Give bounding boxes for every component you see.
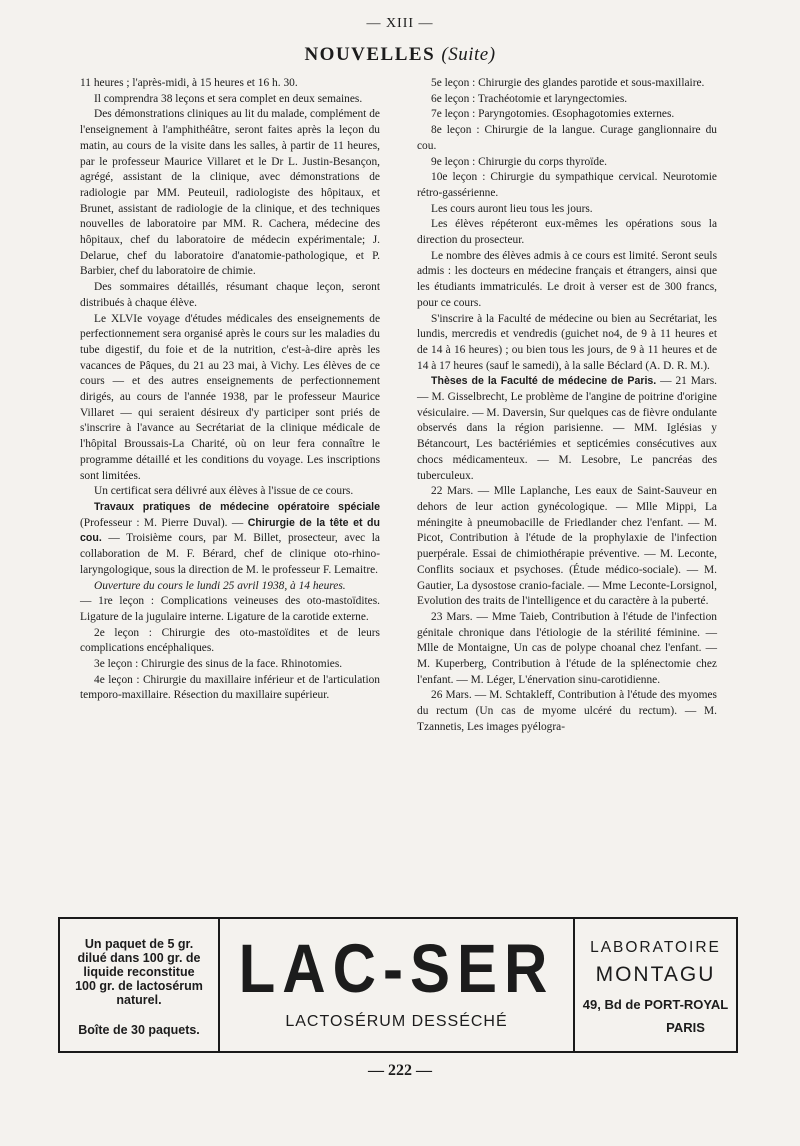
tp-course: Chirurgie de la tête et du cou. [80, 516, 380, 545]
ad-left-line: 100 gr. de lactosérum [75, 979, 203, 993]
theses-21: — 21 Mars. — M. Gisselbrecht, Le problème de l'angine de poitrine d'origine vésiculaire. — M. Daversin, Sur quelques cas de fièvre ondulante observés dans la région parisienne. — MM. Iglésias y Bétancourt, Les bactériémies et septicémies consécutives aux chocs médicamenteux. — M. Lesobre, Le pancréas des tuberculeux. [417, 375, 717, 482]
paragraph: S'inscrire à la Faculté de médecine ou bien au Secrétariat, les lundis, mercredis et vendredis (guichet no4, de 9 à 11 heures et de 14 à 16 heures) ; ou bien tous les jours, de 9 à 11 heures et de 14 à 17 heures (sauf le samedi), à la salle Béclard (A. D. R. M.). [417, 312, 717, 372]
theses-heading: Thèses de la Faculté de médecine de Paris. [431, 375, 657, 388]
lab-address: 49, Bd de PORT-ROYAL [582, 997, 729, 1012]
right-column [417, 76, 717, 736]
ad-center-panel [220, 919, 573, 1051]
ad-left-line: naturel. [116, 993, 162, 1007]
section-header [0, 44, 800, 66]
tp-text: — Troisième cours, par M. Billet, prosecteur, avec la collaboration de M. F. Bérard, chef de clinique oto-rhino-laryngologique, sous la direction de M. le professeur F. Lemaitre. [80, 532, 380, 576]
left-column [80, 76, 380, 704]
bottom-page-number: — 222 — [368, 1062, 432, 1079]
lesson-item: 3e leçon : Chirurgie des sinus de la face. Rhinotomies. [94, 658, 343, 671]
lesson-item: — 1re leçon : Complications veineuses des oto-mastoïdites. Ligature de la jugulaire interne. Ligature de la carotide externe. [80, 595, 380, 623]
ad-left-line: liquide reconstitue [83, 965, 195, 979]
paragraph: Les cours auront lieu tous les jours. [431, 202, 593, 215]
lesson-item: 9e leçon : Chirurgie du corps thyroïde. [431, 155, 607, 168]
advertisement [58, 917, 738, 1053]
paragraph: Les élèves répéteront eux-mêmes les opérations sous la direction du prosecteur. [417, 218, 717, 247]
lab-city: PARIS [666, 1020, 705, 1035]
paragraph: Il comprendra 38 leçons et sera complet en deux semaines. [94, 92, 363, 105]
lab-name-line: MONTAGU [595, 963, 716, 986]
section-suite: (Suite) [441, 44, 496, 65]
lesson-item: 5e leçon : Chirurgie des glandes parotide et sous-maxillaire. [431, 77, 705, 89]
paragraph: Des sommaires détaillés, résumant chaque leçon, seront distribués à chaque élève. [80, 281, 380, 309]
ad-left-line: dilué dans 100 gr. de [77, 951, 201, 965]
ad-box-size: Boîte de 30 paquets. [78, 1023, 200, 1037]
paragraph: Le nombre des élèves admis à ce cours est limité. Seront seuls admis : les docteurs en médecine français et étrangers, ainsi que les étudiants immatriculés. Le droit à verser est de 300 francs, pour ce cours. [417, 249, 717, 309]
lesson-item: 7e leçon : Paryngotomies. Œsophagotomies externes. [431, 108, 675, 121]
section-title: NOUVELLES [304, 44, 436, 65]
lesson-item: 8e leçon : Chirurgie de la langue. Curage ganglionnaire du cou. [417, 124, 717, 152]
paragraph: Des démonstrations cliniques au lit du malade, complément de l'enseignement à l'amphithéâtre, seront faites après la leçon du matin, au cours de la visite dans les salles, à partir de 11 heures, par le professeur Maurice Villaret et le Dr L. Justin-Besançon, agrégé, assistant de la clinique, avec démonstrations de radiologie par MM. Peuteuil, radiologiste des hôpitaux, et Brunet, assistant de radiologie de la clinique, et des techniques nouvelles de laboratoire par MM. R. Cachera, médecine des hôpitaux, chef du laboratoire de médecin expérimentale; J. Delarue, chef du laboratoire d'anatomie-pathologique, et P. Barbier, chef du laboratoire de chimie. [80, 108, 380, 278]
ad-right-panel [573, 919, 736, 1051]
paragraph: 26 Mars. — M. Schtakleff, Contribution à l'étude des myomes du rectum (Un cas de myome ulcéré du rectum). — M. Tzannetis, Les images pyélogra- [417, 689, 717, 733]
paragraph [417, 374, 717, 484]
top-page-number: — XIII — [366, 16, 434, 31]
lesson-item: 2e leçon : Chirurgie des oto-mastoïdites et de leurs complications encéphaliques. [80, 626, 380, 655]
tp-heading: Travaux pratiques de médecine opératoire spéciale [94, 500, 380, 513]
brand-logo: LAC-SER [238, 929, 555, 1007]
paragraph: Le XLVIe voyage d'études médicales des enseignements de perfectionnement sera organisé après le cours sur les maladies du tube digestif, du foie et de la nutrition, c'est-à-dire après les vacances de Pâques, du 21 au 23 mai, à Vichy. Les élèves de ce cours — et des autres enseignements de perfectionnement dirigés, au cours de l'année 1938, par le professeur Maurice Villaret — qui seraient désireux d'y participer sont priés de s'inscrire à l'avance au Secrétariat de la clinique médicale de l'hôpital Broussais-La Charité, où on leur fera connaître le programme détaillé et les conditions du voyage. Les inscriptions sont limitées. [80, 312, 380, 482]
paragraph: Un certificat sera délivré aux élèves à l'issue de ce cours. [94, 485, 354, 498]
ad-left-line: Un paquet de 5 gr. [84, 937, 194, 951]
lesson-item: 10e leçon : Chirurgie du sympathique cervical. Neurotomie rétro-gassérienne. [417, 171, 717, 199]
course-opening: Ouverture du cours le lundi 25 avril 1938, à 14 heures. [94, 579, 346, 592]
paragraph: 11 heures ; l'après-midi, à 15 heures et 16 h. 30. [80, 77, 298, 89]
paragraph [80, 500, 380, 579]
ad-left-panel [60, 919, 220, 1051]
lesson-item: 4e leçon : Chirurgie du maxillaire inférieur et de l'articulation temporo-maxillaire. Résection du maxillaire supérieur. [80, 673, 380, 702]
paragraph: 23 Mars. — Mme Taieb, Contribution à l'étude de l'infection génitale chronique dans l'étiologie de la stérilité féminine. — Mlle de Montaigne, Un cas de polype choanal chez l'enfant. — M. Kuperberg, Contribution à l'étude de la splénectomie chez l'enfant. — M. Léger, L'énervation sinu-carotidienne. [417, 610, 717, 686]
tp-prof: (Professeur : M. Pierre Duval). — [80, 516, 244, 529]
lesson-item: 6e leçon : Trachéotomie et laryngectomies. [431, 92, 628, 105]
paragraph: 22 Mars. — Mlle Laplanche, Les eaux de Saint-Sauveur en dehors de leur action gynécologique. — Mlle Mippi, La méningite à pneumobacille de Friedlander chez l'enfant. — M. Picot, Contribution à l'étude de la prophylaxie de l'infection puerpérale. Essai de chimiothérapie préventive. — M. Leconte, Conflits sociaux et psychoses. (Étude médico-sociale). — M. Gautier, La dysostose cranio-faciale. — Mme Leconte-Lorsignol, Evolution des traits de l'intelligence et du caractère à la puberté. [417, 485, 717, 608]
brand-tagline: LACTOSÉRUM DESSÉCHÉ [285, 1013, 508, 1030]
lab-name-line: LABORATOIRE [590, 939, 721, 956]
